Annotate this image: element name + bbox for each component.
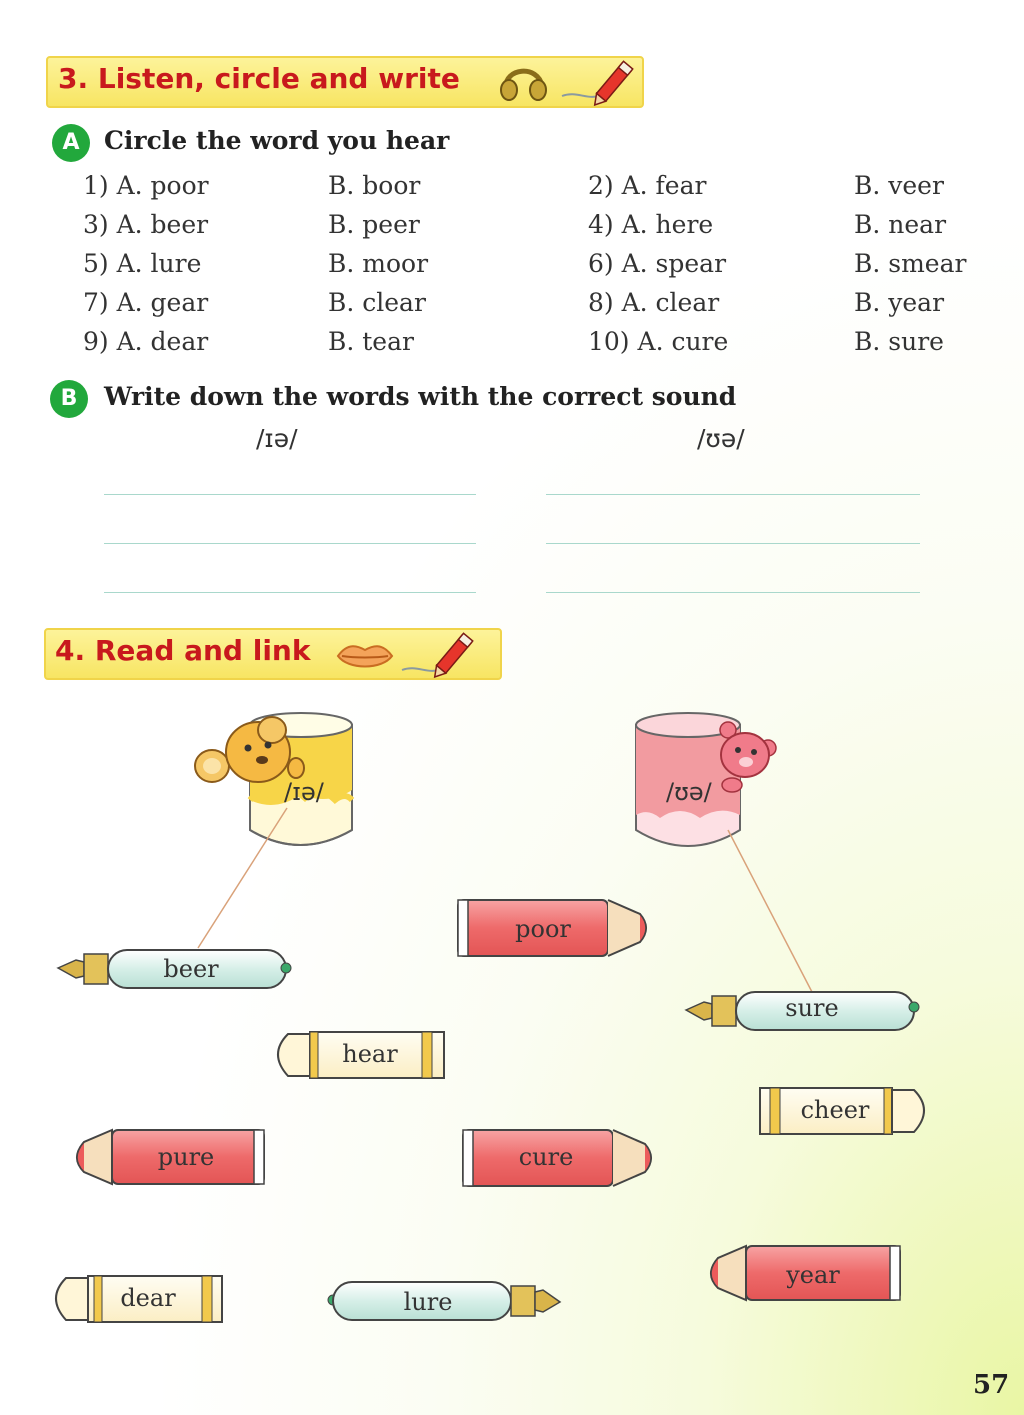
- page-number: 57: [973, 1370, 1010, 1400]
- option-4b[interactable]: B. near: [854, 210, 947, 239]
- word-pure: pure: [157, 1143, 215, 1171]
- option-8a[interactable]: 8) A. clear: [588, 288, 720, 317]
- word-year: year: [786, 1261, 840, 1289]
- pencil-icon: [398, 628, 478, 678]
- write-line-right-3[interactable]: [546, 592, 920, 593]
- word-card-hear[interactable]: [278, 1032, 444, 1078]
- word-hear: hear: [342, 1040, 398, 1068]
- option-3a[interactable]: 3) A. beer: [83, 210, 209, 239]
- option-7a[interactable]: 7) A. gear: [83, 288, 209, 317]
- word-cheer: cheer: [800, 1096, 870, 1124]
- option-5b[interactable]: B. moor: [328, 249, 429, 278]
- write-line-left-2[interactable]: [104, 543, 476, 544]
- section3-title: 3. Listen, circle and write: [58, 62, 460, 95]
- headphones-icon: [498, 60, 550, 104]
- write-line-left-3[interactable]: [104, 592, 476, 593]
- option-9a[interactable]: 9) A. dear: [83, 327, 209, 356]
- word-lure: lure: [403, 1288, 453, 1316]
- option-10b[interactable]: B. sure: [854, 327, 944, 356]
- option-6b[interactable]: B. smear: [854, 249, 967, 278]
- word-sure: sure: [785, 994, 839, 1022]
- part-a-badge: A: [52, 124, 90, 162]
- word-card-sure[interactable]: [686, 992, 919, 1030]
- word-card-pure[interactable]: [77, 1130, 264, 1184]
- word-card-lure[interactable]: [328, 1282, 560, 1320]
- write-line-left-1[interactable]: [104, 494, 476, 495]
- word-card-dear[interactable]: [56, 1276, 222, 1322]
- cup-ua-label: /ʊə/: [666, 778, 712, 806]
- part-b-badge: B: [50, 380, 88, 418]
- word-card-poor[interactable]: [458, 900, 646, 956]
- part-a-instruction: Circle the word you hear: [104, 126, 450, 155]
- word-card-cure[interactable]: [463, 1130, 651, 1186]
- write-line-right-2[interactable]: [546, 543, 920, 544]
- option-2b[interactable]: B. veer: [854, 171, 944, 200]
- link-line-sure: [728, 830, 812, 992]
- option-10a[interactable]: 10) A. cure: [588, 327, 729, 356]
- section4-title: 4. Read and link: [55, 634, 311, 667]
- word-dear: dear: [120, 1284, 176, 1312]
- option-5a[interactable]: 5) A. lure: [83, 249, 202, 278]
- option-4a[interactable]: 4) A. here: [588, 210, 714, 239]
- option-8b[interactable]: B. year: [854, 288, 945, 317]
- link-line-beer: [198, 808, 287, 948]
- option-1a[interactable]: 1) A. poor: [83, 171, 209, 200]
- word-card-cheer[interactable]: [760, 1088, 924, 1134]
- sound-ia-heading: /ɪə/: [256, 424, 298, 453]
- cup-ia-label: /ɪə/: [284, 778, 324, 806]
- write-line-right-1[interactable]: [546, 494, 920, 495]
- bear-icon: [720, 722, 776, 792]
- sound-ua-heading: /ʊə/: [697, 424, 745, 453]
- word-poor: poor: [515, 915, 571, 943]
- pencil-icon: [558, 56, 638, 106]
- part-b-instruction: Write down the words with the correct sound: [104, 382, 737, 411]
- option-1b[interactable]: B. boor: [328, 171, 421, 200]
- link-diagram: [0, 680, 1024, 1380]
- lips-icon: [334, 638, 396, 674]
- option-9b[interactable]: B. tear: [328, 327, 414, 356]
- word-cure: cure: [518, 1143, 574, 1171]
- word-card-year[interactable]: [711, 1246, 900, 1300]
- word-card-beer[interactable]: [58, 950, 291, 988]
- option-6a[interactable]: 6) A. spear: [588, 249, 727, 278]
- word-beer: beer: [163, 955, 219, 983]
- option-7b[interactable]: B. clear: [328, 288, 426, 317]
- option-3b[interactable]: B. peer: [328, 210, 420, 239]
- option-2a[interactable]: 2) A. fear: [588, 171, 707, 200]
